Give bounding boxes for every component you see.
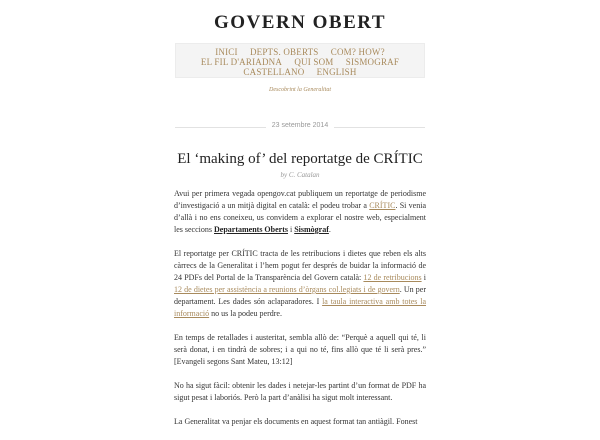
paragraph-3: En temps de retallades i austeritat, sembla allò de: “Perquè a aquell qui té, li serà donat, i en tindrà de sobres; i a qui no té, fins allò que té li serà pres.” [Evangeli segons Sant Mateu, 13:12] [174,333,426,366]
p1-text-c: i [287,225,295,234]
main-nav [175,43,425,78]
dietes-link[interactable]: 12 de dietes per assistència a reunions d’òrgans col.legiats i de govern [174,285,400,294]
critic-link[interactable]: CRÍTIC [369,201,396,210]
nav-row-2 [176,57,424,67]
post-content [174,188,426,440]
nav-item-inici[interactable]: INICI [215,47,238,57]
p2-text-c: . Un per departament. Les dades són aclaparadores. I [174,285,426,306]
departaments-oberts-link[interactable]: Departaments Oberts [214,225,288,234]
site-tagline: Descobrint la Generalitat [269,87,331,93]
taula-interactiva-link[interactable]: la taula interactiva amb totes la informació [174,297,427,318]
sismograf-link[interactable]: Sismògraf [294,225,329,234]
nav-item-english[interactable]: ENGLISH [316,67,357,77]
post-date [0,122,600,129]
p1-text-d: . [328,225,331,234]
p2-text-d: no us la podeu perdre. [209,309,282,318]
post-title[interactable]: El ‘making of’ del reportatge de CRÍTIC [177,151,423,167]
nav-item-castellano[interactable]: CASTELLANO [243,67,305,77]
post-byline [0,171,600,179]
paragraph-1 [174,188,426,236]
paragraph-4: No ha sigut fàcil: obtenir les dades i netejar-les partint d’un format de PDF ha sigut pesat i laboriós. Però la part d’anàlisi ha sigut molt interessant. [174,381,426,402]
nav-item-depts-oberts[interactable]: DEPTS. OBERTS [249,47,319,57]
p1-text-a: Avui per primera vegada opengov.cat publiquem un reportatge de periodisme d’investigació a un mitjà digital en català: el podeu trobar a [174,189,426,210]
nav-row-1 [176,47,424,57]
p2-text-b: i [421,273,427,282]
p1-text-b: . Si venia d’allà i no ens coneixeu, us convidem a explorar el nostre web, especialment les seccions [174,201,427,234]
nav-item-qui-som[interactable]: QUI SOM [294,57,334,67]
nav-item-fil-ariadna[interactable]: EL FIL D'ARIADNA [200,57,283,67]
byline-prefix: by [280,171,288,179]
nav-item-sismograf[interactable]: SISMOGRAF [345,57,400,67]
post-date-text: 23 setembre 2014 [266,122,334,129]
retribucions-link[interactable]: 12 de retribucions [363,273,422,282]
paragraph-5: La Generalitat va penjar els documents en aquest format tan antiàgil. Fonest [174,417,418,426]
paragraph-2 [174,248,426,320]
site-title[interactable]: GOVERN OBERT [214,12,386,33]
author-link[interactable]: C. Catalan [288,171,320,179]
nav-row-3 [176,67,424,77]
p2-text-a: El reportatge per CRÍTIC tracta de les retribucions i dietes que reben els alts càrrecs de la Generalitat i l’hem pogut fer després de buidar la informació de 24 PDFs del Portal de la Transparència del Govern català: [174,249,426,282]
nav-item-com-how[interactable]: COM? HOW? [330,47,385,57]
